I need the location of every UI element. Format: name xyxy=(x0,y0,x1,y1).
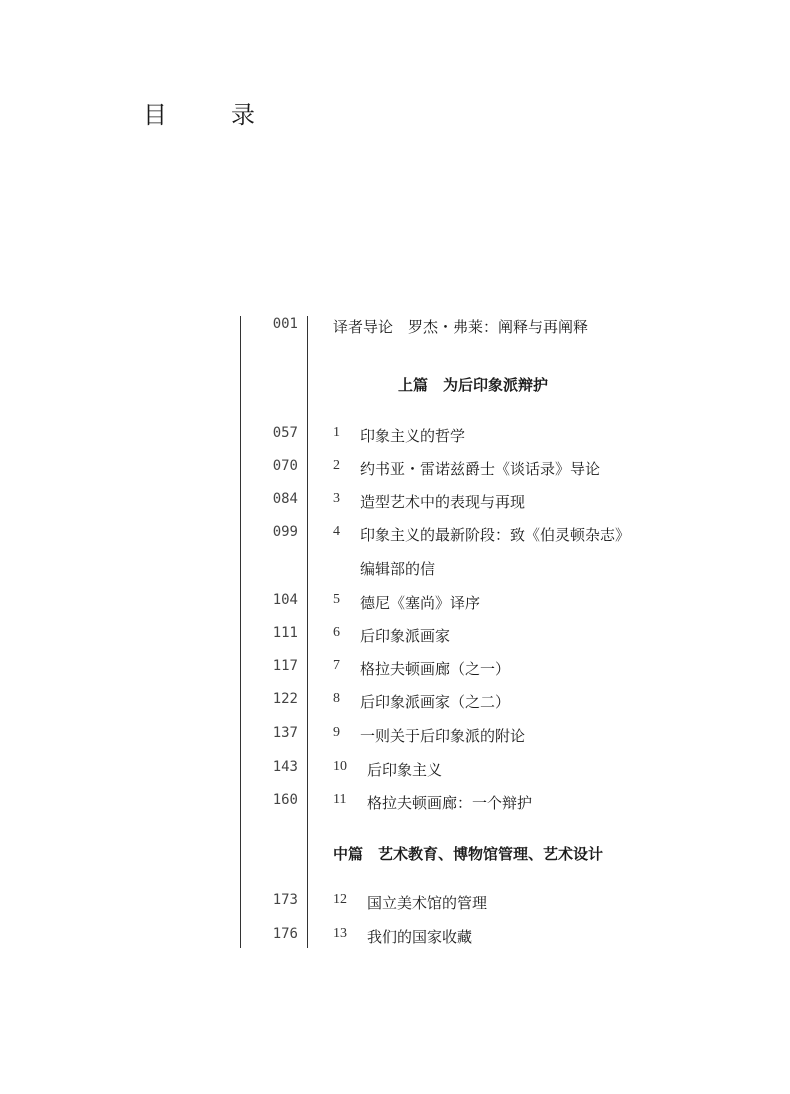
page-number: 122 xyxy=(272,691,298,707)
chapter-number: 1 xyxy=(333,425,340,440)
entry-title: 印象主义的最新阶段：致《伯灵顿杂志》 xyxy=(360,526,631,544)
entry-title: 后印象主义 xyxy=(367,761,443,779)
toc-entry[interactable] xyxy=(0,792,790,818)
entry-title: 我们的国家收藏 xyxy=(367,928,473,946)
page-number: 143 xyxy=(272,759,298,775)
page-number: 160 xyxy=(272,792,298,808)
toc-entry[interactable] xyxy=(0,892,790,918)
toc-entry-intro[interactable] xyxy=(0,316,790,342)
page-number: 057 xyxy=(272,425,298,441)
toc-entry[interactable] xyxy=(0,425,790,451)
chapter-number: 6 xyxy=(333,625,340,640)
page-number: 176 xyxy=(272,926,298,942)
entry-title: 后印象派画家 xyxy=(360,627,451,645)
entry-title: 造型艺术中的表现与再现 xyxy=(360,493,526,511)
chapter-number: 13 xyxy=(333,926,347,941)
page-number: 111 xyxy=(272,625,298,641)
chapter-number: 8 xyxy=(333,691,340,706)
entry-title-continued: 编辑部的信 xyxy=(360,560,436,578)
chapter-number: 5 xyxy=(333,592,340,607)
page-number: 173 xyxy=(272,892,298,908)
page-number: 001 xyxy=(272,316,298,332)
chapter-number: 12 xyxy=(333,892,347,907)
entry-title: 后印象派画家（之二） xyxy=(360,693,511,711)
toc-entry[interactable] xyxy=(0,658,790,684)
section-heading-part2: 中篇 艺术教育、博物馆管理、艺术设计 xyxy=(333,845,604,863)
entry-title: 德尼《塞尚》译序 xyxy=(360,594,481,612)
page-number: 070 xyxy=(272,458,298,474)
page-number: 099 xyxy=(272,524,298,540)
entry-title: 国立美术馆的管理 xyxy=(367,894,488,912)
chapter-number: 11 xyxy=(333,792,347,807)
page-number: 104 xyxy=(272,592,298,608)
entry-title: 译者导论 罗杰・弗莱：阐释与再阐释 xyxy=(333,318,589,336)
toc-entry[interactable] xyxy=(0,691,790,717)
toc-entry[interactable] xyxy=(0,725,790,751)
entry-title: 一则关于后印象派的附论 xyxy=(360,727,526,745)
page-number: 117 xyxy=(272,658,298,674)
toc-entry[interactable] xyxy=(0,458,790,484)
toc-entry[interactable] xyxy=(0,759,790,785)
toc-entry[interactable] xyxy=(0,524,790,550)
entry-title: 约书亚・雷诺兹爵士《谈话录》导论 xyxy=(360,460,601,478)
chapter-number: 10 xyxy=(333,759,347,774)
toc-entry[interactable] xyxy=(0,491,790,517)
entry-title: 格拉夫顿画廊：一个辩护 xyxy=(367,794,533,812)
page-number: 084 xyxy=(272,491,298,507)
chapter-number: 3 xyxy=(333,491,340,506)
toc-entry-continuation[interactable] xyxy=(0,558,790,584)
toc-entry[interactable] xyxy=(0,625,790,651)
section-heading-part1: 上篇 为后印象派辩护 xyxy=(398,376,549,394)
chapter-number: 4 xyxy=(333,524,340,539)
chapter-number: 2 xyxy=(333,458,340,473)
entry-title: 格拉夫顿画廊（之一） xyxy=(360,660,511,678)
toc-entry[interactable] xyxy=(0,926,790,952)
entry-title: 印象主义的哲学 xyxy=(360,427,466,445)
toc-entry[interactable] xyxy=(0,592,790,618)
chapter-number: 9 xyxy=(333,725,340,740)
chapter-number: 7 xyxy=(333,658,340,673)
page-number: 137 xyxy=(272,725,298,741)
page-title: 目 录 xyxy=(143,101,275,129)
